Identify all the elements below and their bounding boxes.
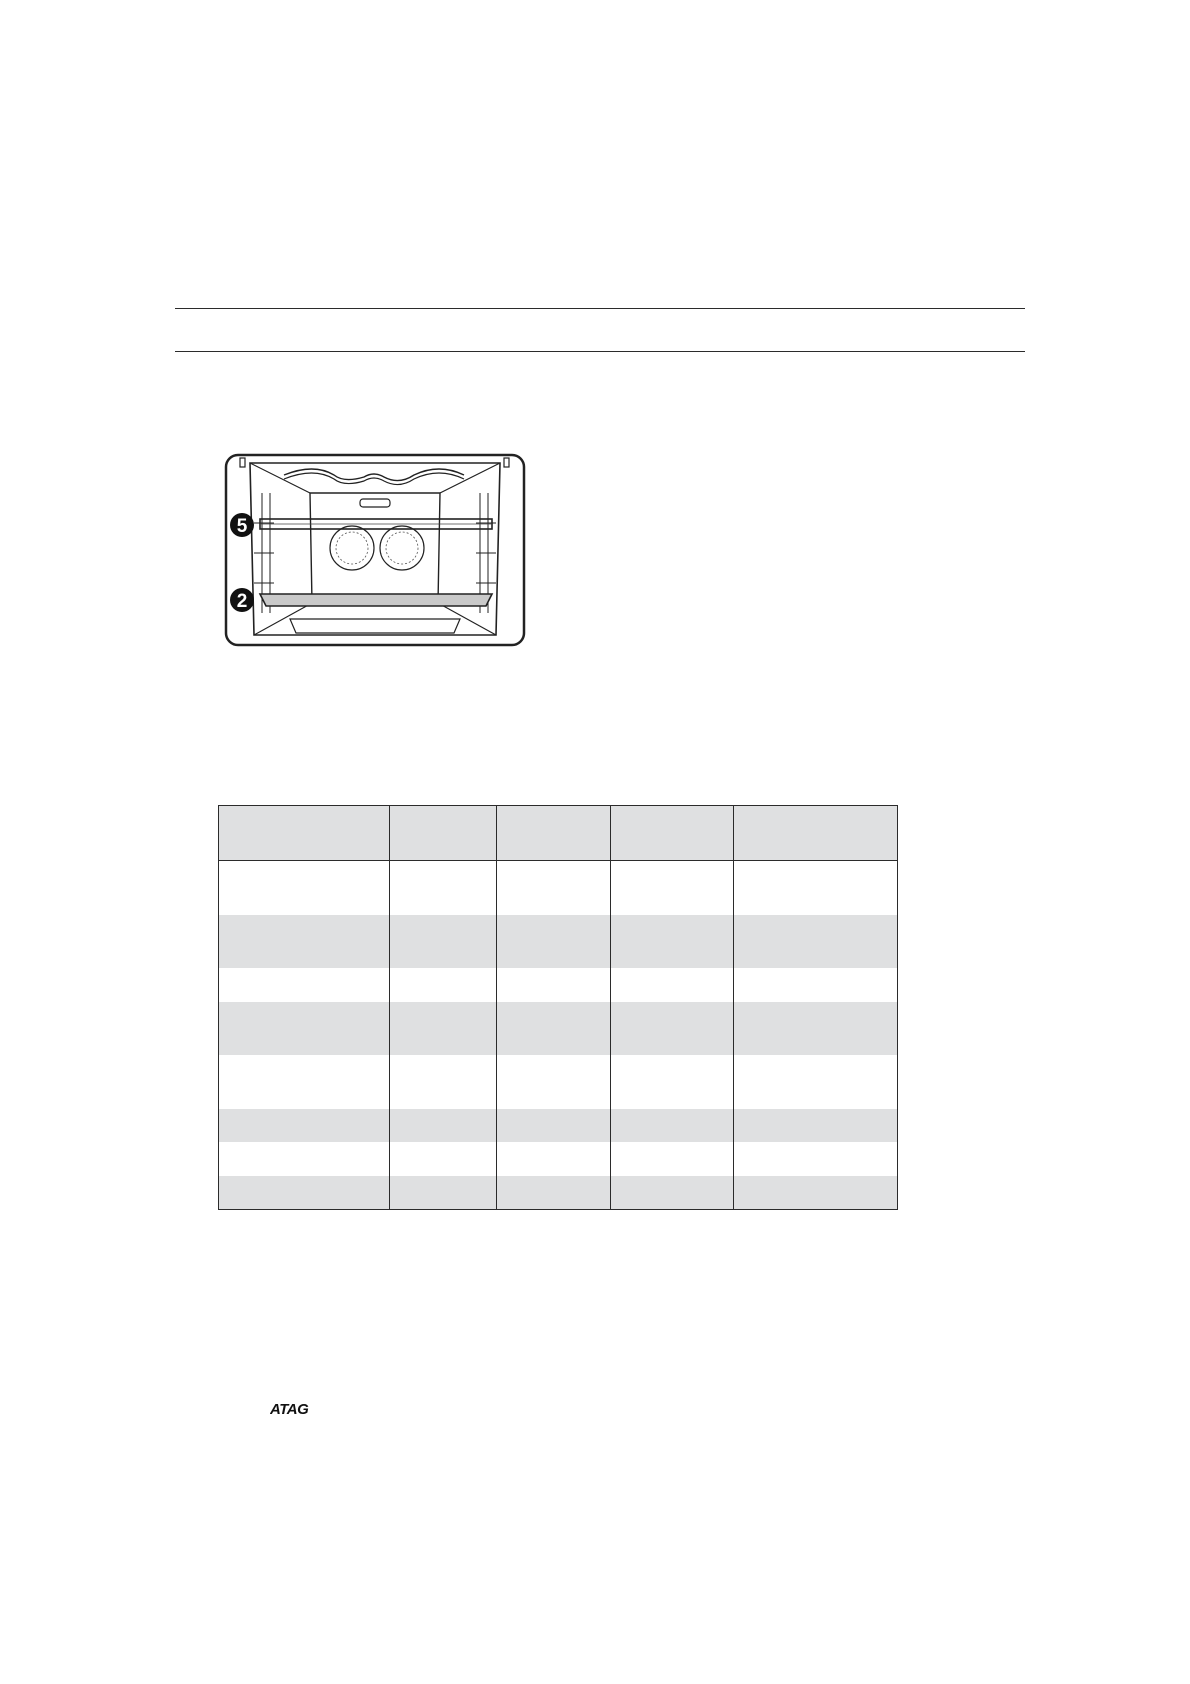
table-cell	[611, 861, 734, 915]
table-cell	[219, 1176, 390, 1210]
shelf-label-2: 2	[236, 591, 248, 612]
header-rule-bottom	[175, 351, 1025, 352]
table-cell	[219, 1055, 390, 1109]
table-cell	[219, 1109, 390, 1142]
table-cell	[611, 1176, 734, 1210]
table-cell	[390, 915, 497, 969]
table-cell	[219, 915, 390, 969]
table-cell	[611, 1055, 734, 1109]
table-cell	[497, 915, 611, 969]
table-cell	[497, 1176, 611, 1210]
table-row	[219, 1002, 898, 1056]
table-cell	[734, 1055, 898, 1109]
table-cell	[611, 915, 734, 969]
table-cell	[497, 1055, 611, 1109]
column-header	[734, 806, 898, 861]
table-cell	[219, 1142, 390, 1175]
table-row	[219, 1109, 898, 1142]
table-cell	[497, 968, 611, 1001]
column-header	[611, 806, 734, 861]
table-header-row	[219, 806, 898, 861]
table-row	[219, 861, 898, 915]
atag-logo	[270, 1400, 326, 1423]
atag-logo-text: ATAG	[270, 1401, 309, 1418]
table-cell	[611, 1002, 734, 1056]
settings-table	[218, 805, 898, 1210]
table-row	[219, 915, 898, 969]
table-cell	[734, 1142, 898, 1175]
table-row	[219, 968, 898, 1001]
table-cell	[734, 968, 898, 1001]
table-cell	[390, 1176, 497, 1210]
table-cell	[497, 1142, 611, 1175]
table-row	[219, 1176, 898, 1210]
table-row	[219, 1055, 898, 1109]
table-cell	[611, 1109, 734, 1142]
header-rule-top	[175, 308, 1025, 309]
table-cell	[497, 1002, 611, 1056]
table-cell	[734, 1176, 898, 1210]
column-header	[497, 806, 611, 861]
table-row	[219, 1142, 898, 1175]
table-cell	[390, 1142, 497, 1175]
table-cell	[734, 1109, 898, 1142]
table-cell	[390, 1055, 497, 1109]
oven-shelf-diagram	[224, 453, 526, 647]
table-cell	[734, 861, 898, 915]
shelf-label-5: 5	[236, 516, 248, 537]
table-cell	[390, 968, 497, 1001]
column-header	[219, 806, 390, 861]
table-cell	[219, 968, 390, 1001]
table-cell	[390, 1002, 497, 1056]
table-cell	[497, 861, 611, 915]
table-cell	[497, 1109, 611, 1142]
table-cell	[219, 1002, 390, 1056]
table-cell	[734, 915, 898, 969]
table-cell	[219, 861, 390, 915]
table-cell	[611, 1142, 734, 1175]
table-cell	[734, 1002, 898, 1056]
column-header	[390, 806, 497, 861]
table-cell	[390, 1109, 497, 1142]
table-cell	[611, 968, 734, 1001]
table-cell	[390, 861, 497, 915]
